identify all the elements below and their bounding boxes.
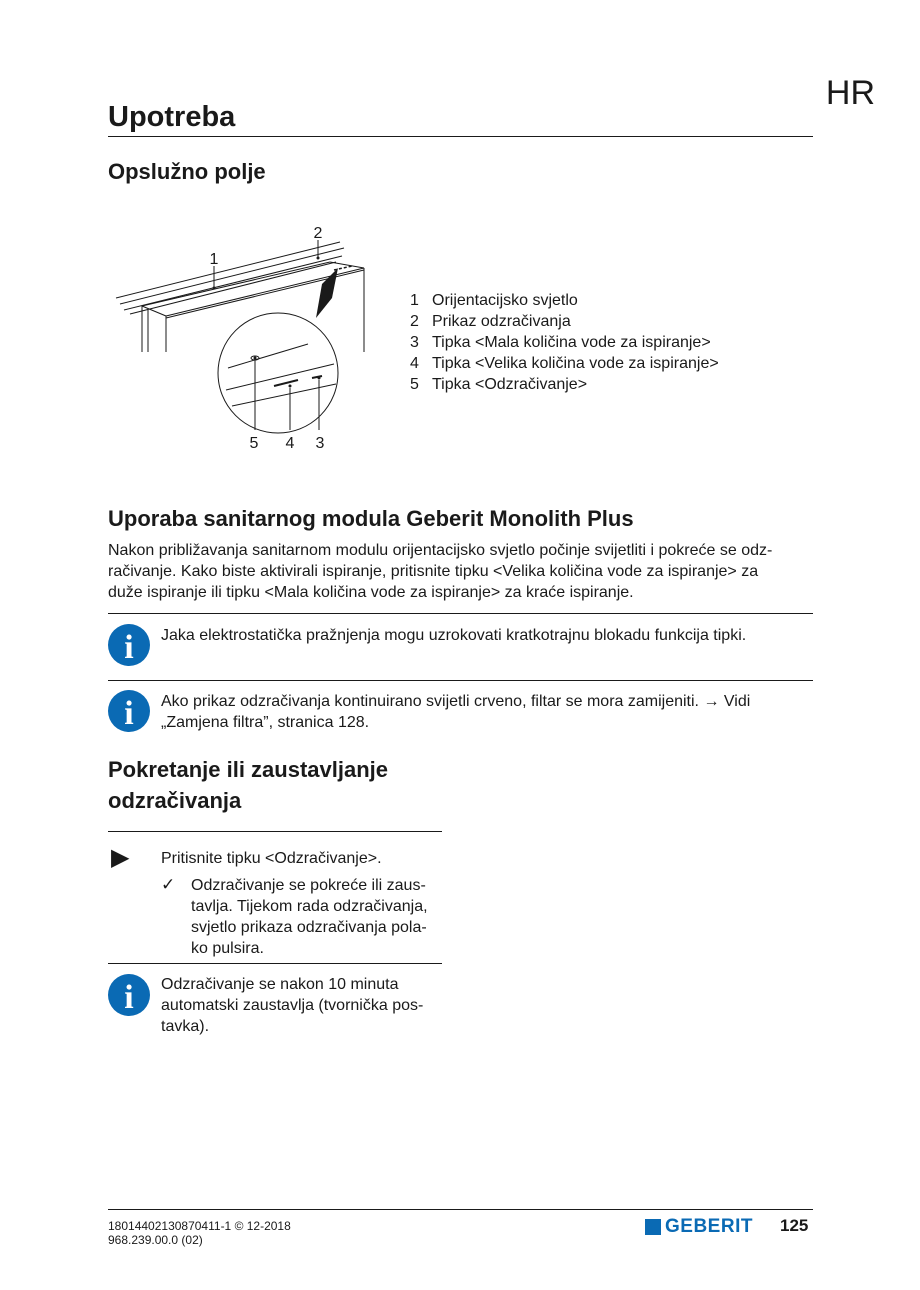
info-icon bbox=[108, 974, 150, 1016]
page-title: Upotreba bbox=[108, 101, 236, 133]
note-filter: Ako prikaz odzračivanja kontinuirano svijetli crveno, filtar se mora zamijeniti. → Vidi „Zamjena filtra”, stranica 128. bbox=[161, 693, 751, 731]
callout-1: 1 bbox=[209, 251, 219, 268]
svg-text:i: i bbox=[124, 695, 134, 732]
brand-logo: GEBERIT bbox=[645, 1216, 753, 1238]
panel-heading: Opslužno polje bbox=[108, 159, 266, 184]
callout-5: 5 bbox=[249, 435, 259, 452]
svg-text:i: i bbox=[124, 979, 134, 1016]
brand-square-icon bbox=[645, 1219, 661, 1235]
svg-text:i: i bbox=[124, 629, 134, 666]
legend-item: 4 Tipka <Velika količina vode za ispiranje> bbox=[410, 355, 719, 372]
panel-legend bbox=[410, 290, 719, 395]
legend-item: 5 Tipka <Odzračivanje> bbox=[410, 376, 588, 393]
info-icon bbox=[108, 624, 150, 666]
footer-rule bbox=[108, 1209, 813, 1210]
callout-4: 4 bbox=[285, 435, 295, 452]
language-tag: HR bbox=[825, 74, 875, 112]
legend-item: 3 Tipka <Mala količina vode za ispiranje> bbox=[410, 334, 711, 351]
note-rule bbox=[108, 613, 813, 614]
title-rule bbox=[108, 136, 813, 137]
note-rule bbox=[108, 680, 813, 681]
info-icon bbox=[108, 690, 150, 732]
legend-item: 2 Prikaz odzračivanja bbox=[410, 313, 571, 330]
page-number: 125 bbox=[780, 1216, 809, 1235]
document-code: 18014402130870411-1 © 12-2018 968.239.00.0 (02) bbox=[108, 1219, 291, 1247]
step-rule bbox=[108, 831, 442, 832]
callout-3: 3 bbox=[315, 435, 325, 452]
usage-heading: Uporaba sanitarnog modula Geberit Monolith Plus bbox=[108, 506, 634, 531]
note-electrostatic: Jaka elektrostatička pražnjenja mogu uzrokovati kratkotrajnu blokadu funkcija tipki. bbox=[161, 627, 747, 644]
legend-item: 1 Orijentacijsko svjetlo bbox=[410, 292, 578, 309]
check-icon: ✓ bbox=[161, 875, 176, 894]
step-arrow-icon: ▶ bbox=[111, 844, 130, 871]
step-result: ✓ Odzračivanje se pokreće ili zaus- tavlja. Tijekom rada odzračivanja, svjetlo prikaza odzračivanja pola- ko pulsira. bbox=[161, 875, 428, 957]
note-rule bbox=[108, 963, 442, 964]
usage-paragraph: Nakon približavanja sanitarnom modulu orijentacijsko svjetlo počinje svijetliti i pokreće se odz- račivanje. Kako biste aktivirali ispiranje, pritisnite tipku <Velika količina vode za ispiranje> za duže ispiranje ili tipku <Mala količina vode za ispiranje> za kraće ispiranje. bbox=[108, 542, 773, 601]
note-auto-stop: Odzračivanje se nakon 10 minuta automatski zaustavlja (tvornička pos- tavka). bbox=[161, 976, 424, 1035]
step-instruction: Pritisnite tipku <Odzračivanje>. bbox=[161, 850, 382, 867]
callout-2: 2 bbox=[313, 225, 323, 242]
venting-heading: Pokretanje ili zaustavljanje odzračivanja bbox=[108, 757, 389, 813]
control-panel-illustration bbox=[108, 218, 368, 458]
